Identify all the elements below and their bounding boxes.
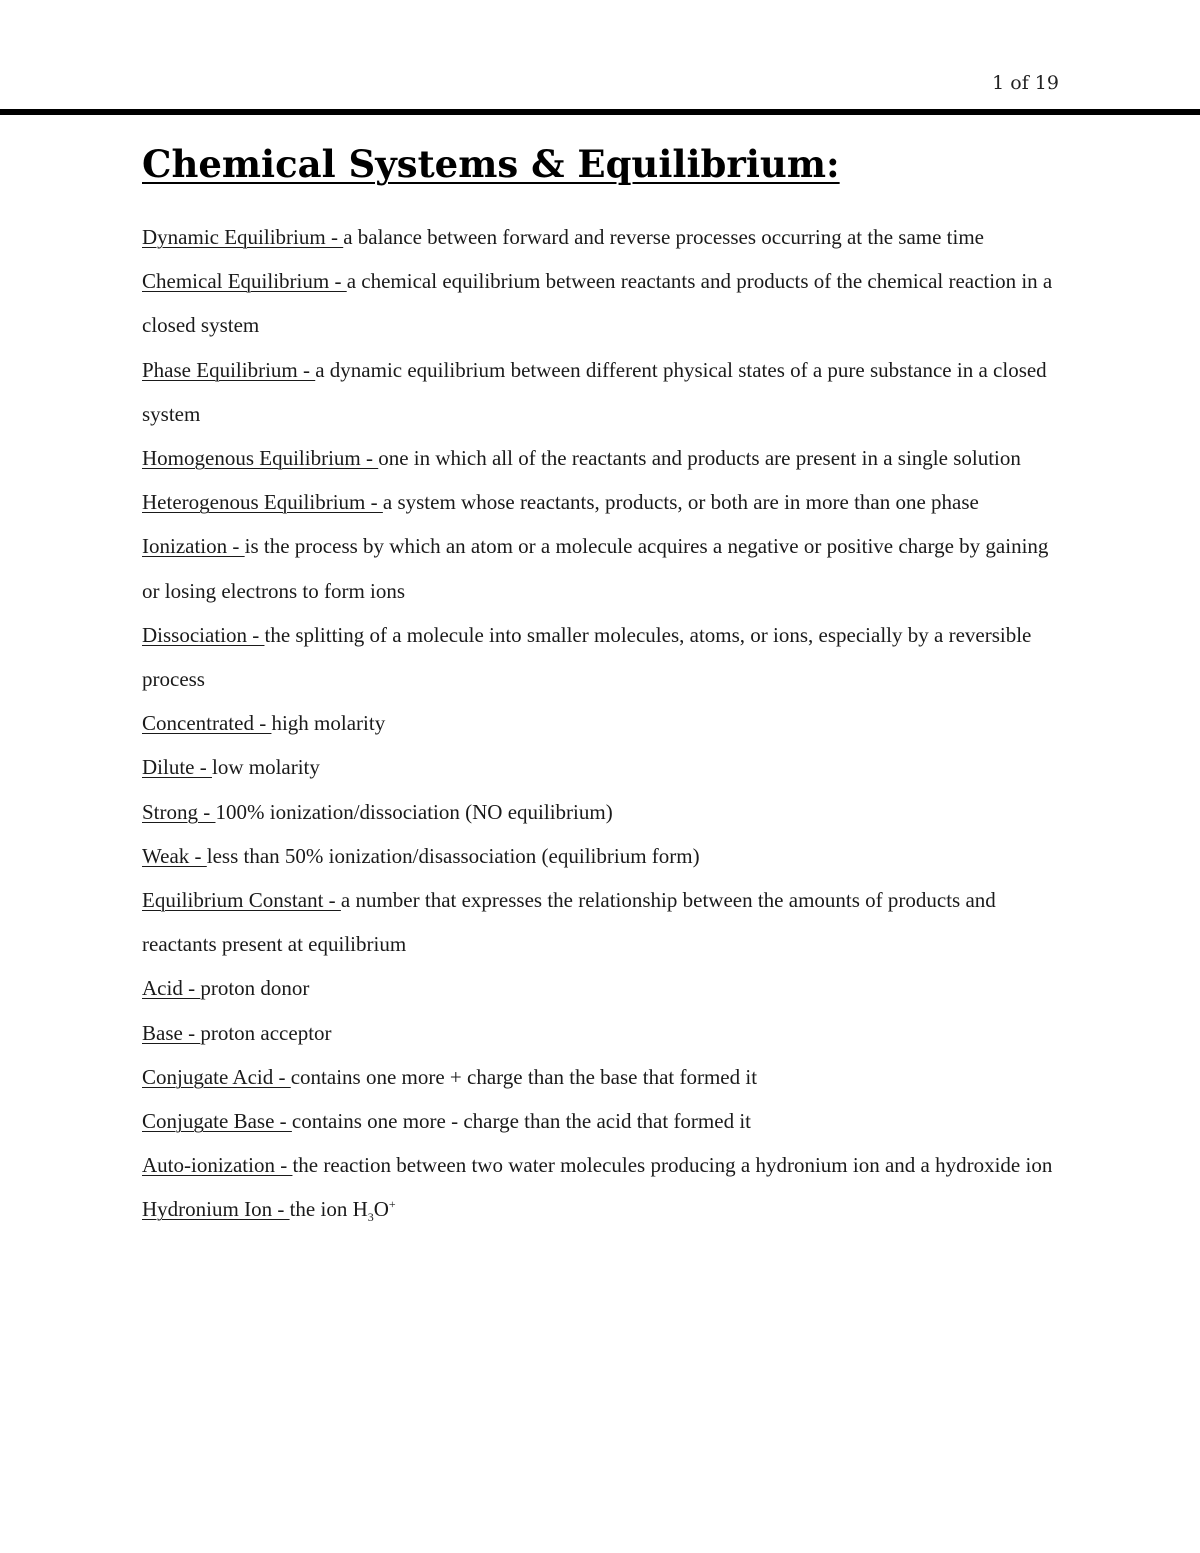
definition-text: one in which all of the reactants and products are present in a single solution — [378, 446, 1021, 471]
definition-text: proton acceptor — [200, 1020, 332, 1045]
formula-charge: + — [388, 1197, 396, 1212]
definition-item — [142, 348, 1062, 436]
definition-text: a system whose reactants, products, or both are in more than one phase — [382, 490, 979, 515]
definition-term: Phase Equilibrium - — [142, 357, 316, 382]
definition-term: Strong - — [142, 799, 216, 824]
definition-text: contains one more + charge than the base that formed it — [290, 1064, 758, 1089]
definition-item — [142, 878, 1062, 966]
definition-text: less than 50% ionization/disassociation (equilibrium form) — [206, 843, 700, 868]
formula-element-h: H — [352, 1197, 368, 1222]
definition-text: the reaction between two water molecules producing a hydronium ion and a hydroxide ion — [292, 1153, 1053, 1178]
definition-term: Dynamic Equilibrium - — [142, 225, 344, 249]
definition-text: proton donor — [200, 976, 310, 1001]
page-title: Chemical Systems & Equilibrium: — [142, 142, 840, 186]
definition-item — [142, 1099, 1062, 1143]
definition-text: a number that expresses the relationship between the amounts of products and reactants present at equilibrium — [142, 888, 996, 957]
definition-term: Dilute - — [142, 755, 212, 780]
definition-text: contains one more - charge than the acid that formed it — [291, 1109, 751, 1134]
hydronium-formula — [352, 1197, 396, 1225]
definition-text: is the process by which an atom or a molecule acquires a negative or positive charge by gaining or losing electrons to form ions — [142, 534, 1049, 603]
definition-item — [142, 701, 1062, 745]
definition-term: Weak - — [142, 843, 207, 868]
definition-term: Concentrated - — [142, 711, 272, 736]
header-divider — [0, 109, 1200, 115]
definition-term: Conjugate Acid - — [142, 1064, 291, 1089]
definition-text: the ion — [289, 1197, 353, 1222]
definition-item — [142, 834, 1062, 878]
definition-item — [142, 436, 1062, 480]
definition-item — [142, 1143, 1062, 1187]
definition-text: a chemical equilibrium between reactants and products of the chemical reaction in a closed system — [142, 269, 1053, 338]
definition-term: Ionization - — [142, 534, 245, 559]
definition-item — [142, 480, 1062, 524]
definition-item — [142, 790, 1062, 834]
definition-term: Heterogenous Equilibrium - — [142, 490, 383, 515]
definition-item — [142, 259, 1062, 347]
definition-text: 100% ionization/dissociation (NO equilibrium) — [215, 799, 613, 824]
definition-item — [142, 745, 1062, 789]
formula-subscript: 3 — [367, 1210, 374, 1225]
definition-term: Conjugate Base - — [142, 1109, 292, 1134]
definition-term: Acid - — [142, 976, 201, 1001]
definition-term: Equilibrium Constant - — [142, 888, 341, 913]
definition-term: Dissociation - — [142, 622, 265, 647]
formula-element-o: O — [373, 1197, 389, 1222]
definition-term: Homogenous Equilibrium - — [142, 446, 379, 471]
definition-item — [142, 966, 1062, 1010]
definition-term: Chemical Equilibrium - — [142, 269, 347, 294]
definition-item — [142, 524, 1062, 612]
definition-term: Hydronium Ion - — [142, 1197, 290, 1222]
definition-text: low molarity — [211, 755, 320, 780]
page-number: 1 of 19 — [992, 72, 1059, 94]
definition-item — [142, 215, 1062, 259]
definition-item — [142, 1011, 1062, 1055]
definition-text: the splitting of a molecule into smaller molecules, atoms, or ions, especially by a reversible process — [142, 622, 1032, 692]
definition-term: Auto-ionization - — [142, 1153, 293, 1178]
definition-item — [142, 1055, 1062, 1099]
definition-item — [142, 613, 1062, 701]
definition-list — [142, 215, 1062, 1232]
definition-text: a balance between forward and reverse processes occurring at the same time — [343, 225, 984, 249]
definition-item — [142, 1187, 1062, 1231]
definition-text: high molarity — [271, 711, 386, 736]
definition-text: a dynamic equilibrium between different physical states of a pure substance in a closed system — [142, 357, 1047, 426]
definition-term: Base - — [142, 1020, 201, 1045]
